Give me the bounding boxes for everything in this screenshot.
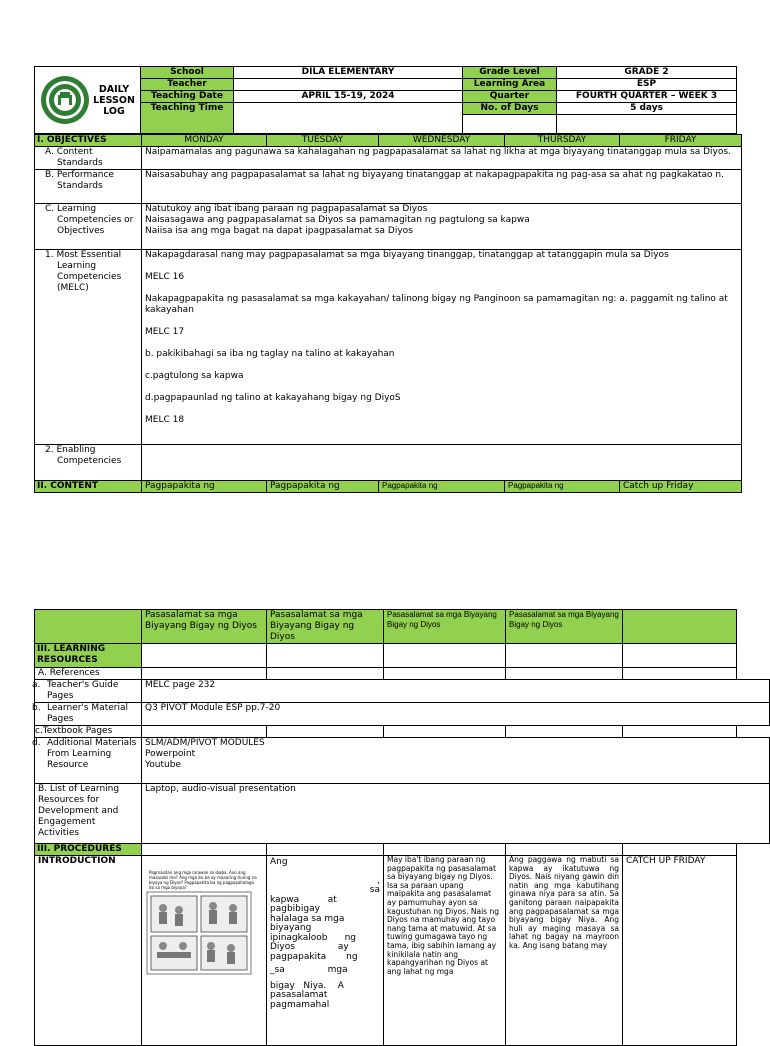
melc-paragraph: d.pagpapaunlad ng talino at kakayahang bigay ng DiyoS <box>145 393 401 403</box>
learning-line: Natutukoy ang ibat ibang paraan ng pagpapasalamat sa Diyos <box>145 204 428 214</box>
teaching-time-label: Teaching Time <box>141 103 234 134</box>
learners-material-label <box>32 703 142 726</box>
empty-cell <box>267 644 384 668</box>
references-label: A. References <box>35 668 142 680</box>
melc-paragraph: Nakapagdarasal nang may pagpapasalamat sa mga biyayang tinanggap, tinatanggap at tatanggapin mula sa Diyos <box>145 250 669 260</box>
worksheet-image <box>145 870 263 980</box>
procedures-heading: III. PROCEDURES <box>35 844 142 856</box>
melc-paragraph: c.pagtulong sa kapwa <box>145 371 244 381</box>
material-line: Powerpoint <box>145 749 196 759</box>
day-header-wednesday: WEDNESDAY <box>379 135 505 147</box>
list-marker: d. <box>32 738 41 748</box>
list-of-resources-label: B. List of Learning Resources for Development and Engagement Activities <box>35 784 142 844</box>
empty-cell <box>384 844 506 856</box>
empty-cell <box>506 726 623 738</box>
empty-cell <box>463 115 557 134</box>
melc-label: 1. Most Essential Learning Competencies (MELC) <box>35 250 142 445</box>
content-cont-tuesday: Pasasalamat sa mga Biyayang Bigay ng Diyos <box>267 610 384 644</box>
content-heading: II. CONTENT <box>35 481 142 493</box>
melc-paragraph: MELC 17 <box>145 327 185 337</box>
deped-seal-icon <box>40 75 90 125</box>
fill-blank-line: kapwa at <box>270 894 337 905</box>
teaching-date-label: Teaching Date <box>141 91 234 103</box>
fill-blank-line: sa <box>369 885 380 895</box>
empty-cell <box>384 668 506 680</box>
additional-materials-label <box>32 738 142 784</box>
empty-cell <box>384 644 506 668</box>
empty-cell <box>142 668 267 680</box>
day-header-monday: MONDAY <box>142 135 267 147</box>
day-header-tuesday: TUESDAY <box>267 135 379 147</box>
learning-competencies-label: C. Learning Competencies or Objectives <box>35 204 142 250</box>
resources-table <box>34 609 770 1046</box>
day-header-thursday: THURSDAY <box>505 135 620 147</box>
content-cont-wednesday: Pasasalamat sa mga Biyayang Bigay ng Diyos <box>384 610 506 644</box>
empty-cell <box>623 844 737 856</box>
empty-cell <box>384 726 506 738</box>
enabling-competencies-text <box>142 445 742 481</box>
empty-cell <box>737 856 770 1046</box>
learning-line: Naiisa isa ang mga bagat na dapat ipagpasalamat sa Diyos <box>145 226 413 236</box>
additional-materials-value <box>142 738 770 784</box>
fill-blank-line: , <box>377 875 380 886</box>
fill-blank-line: pagmamahal <box>270 999 330 1010</box>
introduction-wednesday: May iba't ibang paraan ng pagpapakita ng pasasalamat sa biyayang bigay ng Diyos. Isa sa paraan upang maipakita ang pasasalamat ay pamumuhay ayon sa kagustuhan ng Diyos. Nais ng Diyos na mamuhay ang tayo nang tama at matuwid. At sa tuwing gumagawa tayo ng tama, ibig sabihin lamang ay kinikilala natin ang kapangyarihan ng Diyos at ang lahat ng mga <box>384 856 506 1046</box>
header-table <box>34 66 737 134</box>
content-cont-friday <box>623 610 737 644</box>
children-illustration-icon <box>145 890 253 976</box>
empty-cell <box>267 668 384 680</box>
empty-cell <box>506 844 623 856</box>
teachers-guide-label <box>32 680 142 703</box>
empty-cell <box>623 726 737 738</box>
grade-level-value: GRADE 2 <box>557 67 737 79</box>
empty-cell <box>35 610 142 644</box>
day-header-friday: FRIDAY <box>620 135 742 147</box>
empty-cell <box>737 844 770 856</box>
grade-level-label: Grade Level <box>463 67 557 79</box>
list-of-resources-value: Laptop, audio-visual presentation <box>142 784 770 844</box>
fill-blank-line: pasasalamat <box>270 990 328 1000</box>
teaching-time-value <box>234 103 463 134</box>
melc-paragraph: Nakapagpapakita ng pasasalamat sa mga kakayahan/ talinong bigay ng Panginoon sa pamamagitan ng: a. paggamit ng talino at kakayahan <box>145 294 728 315</box>
fill-blank-line: halalaga sa mga <box>270 913 345 924</box>
introduction-tuesday <box>267 856 384 1046</box>
content-cell-tuesday: Pagpapakita ng <box>267 481 379 493</box>
introduction-thursday: Ang paggawa ng mabuti sa kapwa ay ikatutuwa ng Diyos. Nais niyang gawin din natin ang mga kabutihang ginawa niya para sa atin. Sa ganitong paraan naipapakita ang pagpapasalamat sa mga biyayang bigay Niya. Ang huli ay maging masaya sa lahat ng bagay na mayroon ka. Ang isang batang may <box>506 856 623 1046</box>
melc-paragraph: b. pakikibahagi sa iba ng taglay na talino at kakayahan <box>145 349 395 359</box>
teachers-guide-value: MELC page 232 <box>142 680 770 703</box>
content-cont-monday: Pasasalamat sa mga Biyayang Bigay ng Diyos <box>142 610 267 644</box>
textbook-label: c.Textbook Pages <box>35 726 142 738</box>
fill-blank-line: pagpapakita ng <box>270 951 358 962</box>
content-cell-monday: Pagpapakita ng <box>142 481 267 493</box>
content-cell-thursday: Pagpapakita ng <box>505 481 620 493</box>
enabling-competencies-label: 2. Enabling Competencies <box>35 445 142 481</box>
learning-area-value: ESP <box>557 79 737 91</box>
introduction-label: INTRODUCTION <box>35 856 142 1046</box>
content-standards-text: Naipamamalas ang pagunawa sa kahalagahan ng pagpapasalamat sa lahat ng likha at mga biyayang tinatanggap mula sa Diyos. <box>142 147 742 170</box>
content-standards-label: A. Content Standards <box>35 147 142 170</box>
quarter-value: FOURTH QUARTER – WEEK 3 <box>557 91 737 103</box>
introduction-friday: CATCH UP FRIDAY <box>623 856 737 1046</box>
logo-cell <box>35 67 141 134</box>
dll-line: DAILY <box>98 83 130 95</box>
learning-line: Naisasagawa ang pagpapasalamat sa Diyos sa pamamagitan ng pagtulong sa kapwa <box>145 215 530 225</box>
content-cell-wednesday: Pagpapakita ng <box>379 481 505 493</box>
empty-cell <box>506 668 623 680</box>
melc-paragraph: MELC 16 <box>145 272 185 282</box>
teachers-guide-text: Teacher's Guide Pages <box>47 680 119 701</box>
teacher-value <box>234 79 463 91</box>
list-marker: a. <box>32 680 41 690</box>
empty-cell <box>623 644 737 668</box>
melc-text <box>142 250 742 445</box>
empty-cell <box>737 610 770 644</box>
empty-cell <box>737 726 770 738</box>
fill-blank-line: _sa mga <box>270 965 348 975</box>
fill-blank-line: ipinagkaloob ng <box>270 932 357 943</box>
empty-cell <box>142 844 267 856</box>
empty-cell <box>737 668 770 680</box>
dll-line: LOG <box>103 105 125 117</box>
learners-material-value: Q3 PIVOT Module ESP pp.7-20 <box>142 703 770 726</box>
performance-standards-label: B. Performance Standards <box>35 170 142 204</box>
content-cell-friday: Catch up Friday <box>620 481 742 493</box>
fill-blank-line: biyayang <box>270 923 312 933</box>
fill-blank-line: Diyos ay <box>270 942 349 952</box>
empty-cell <box>557 115 737 134</box>
list-marker: b. <box>32 703 41 713</box>
empty-cell <box>737 644 770 668</box>
empty-cell <box>623 668 737 680</box>
days-value: 5 days <box>557 103 737 115</box>
empty-cell <box>267 844 384 856</box>
school-value: DILA ELEMENTARY <box>234 67 463 79</box>
days-label: No. of Days <box>463 103 557 115</box>
additional-materials-text: Additional Materials From Learning Resource <box>47 738 137 770</box>
learners-material-text: Learner's Material Pages <box>47 703 128 724</box>
performance-standards-text: Naisasabuhay ang pagpapasalamat sa lahat ng biyayang tinatanggap at nakapagpapakita ng pag-asa sa ahat ng pagkakatao n. <box>142 170 742 204</box>
teacher-label: Teacher <box>141 79 234 91</box>
empty-cell <box>142 644 267 668</box>
teaching-date-value: APRIL 15-19, 2024 <box>234 91 463 103</box>
introduction-monday <box>142 856 267 1046</box>
fill-blank-line: bigay Niya. A <box>270 980 344 991</box>
empty-cell <box>142 726 267 738</box>
fill-blank-line: pagbibigay <box>270 904 320 914</box>
school-label: School <box>141 67 234 79</box>
objectives-heading: I. OBJECTIVES <box>35 135 142 147</box>
objectives-table <box>34 134 742 493</box>
material-line: Youtube <box>145 760 181 770</box>
fill-blank-line: Ang <box>270 857 288 867</box>
content-cont-thursday: Pasasalamat sa mga Biyayang Bigay ng Diyos <box>506 610 623 644</box>
image-caption: Pagmasdan ang mga larawan sa ibaba. Ano ang masasabi mo? Ang mga ito ba ay maaaring ituring na biyaya ng Diyos? Pagpapakita ba ng pagpapahalaga ito sa mga biyaya? <box>149 870 257 890</box>
empty-cell <box>267 726 384 738</box>
dll-line: LESSON <box>93 94 135 106</box>
quarter-label: Quarter <box>463 91 557 103</box>
empty-cell <box>506 644 623 668</box>
learning-resources-heading: III. LEARNING RESOURCES <box>35 644 142 668</box>
melc-paragraph: MELC 18 <box>145 415 185 425</box>
learning-competencies-text <box>142 204 742 250</box>
learning-area-label: Learning Area <box>463 79 557 91</box>
material-line: SLM/ADM/PIVOT MODULES <box>145 738 265 748</box>
